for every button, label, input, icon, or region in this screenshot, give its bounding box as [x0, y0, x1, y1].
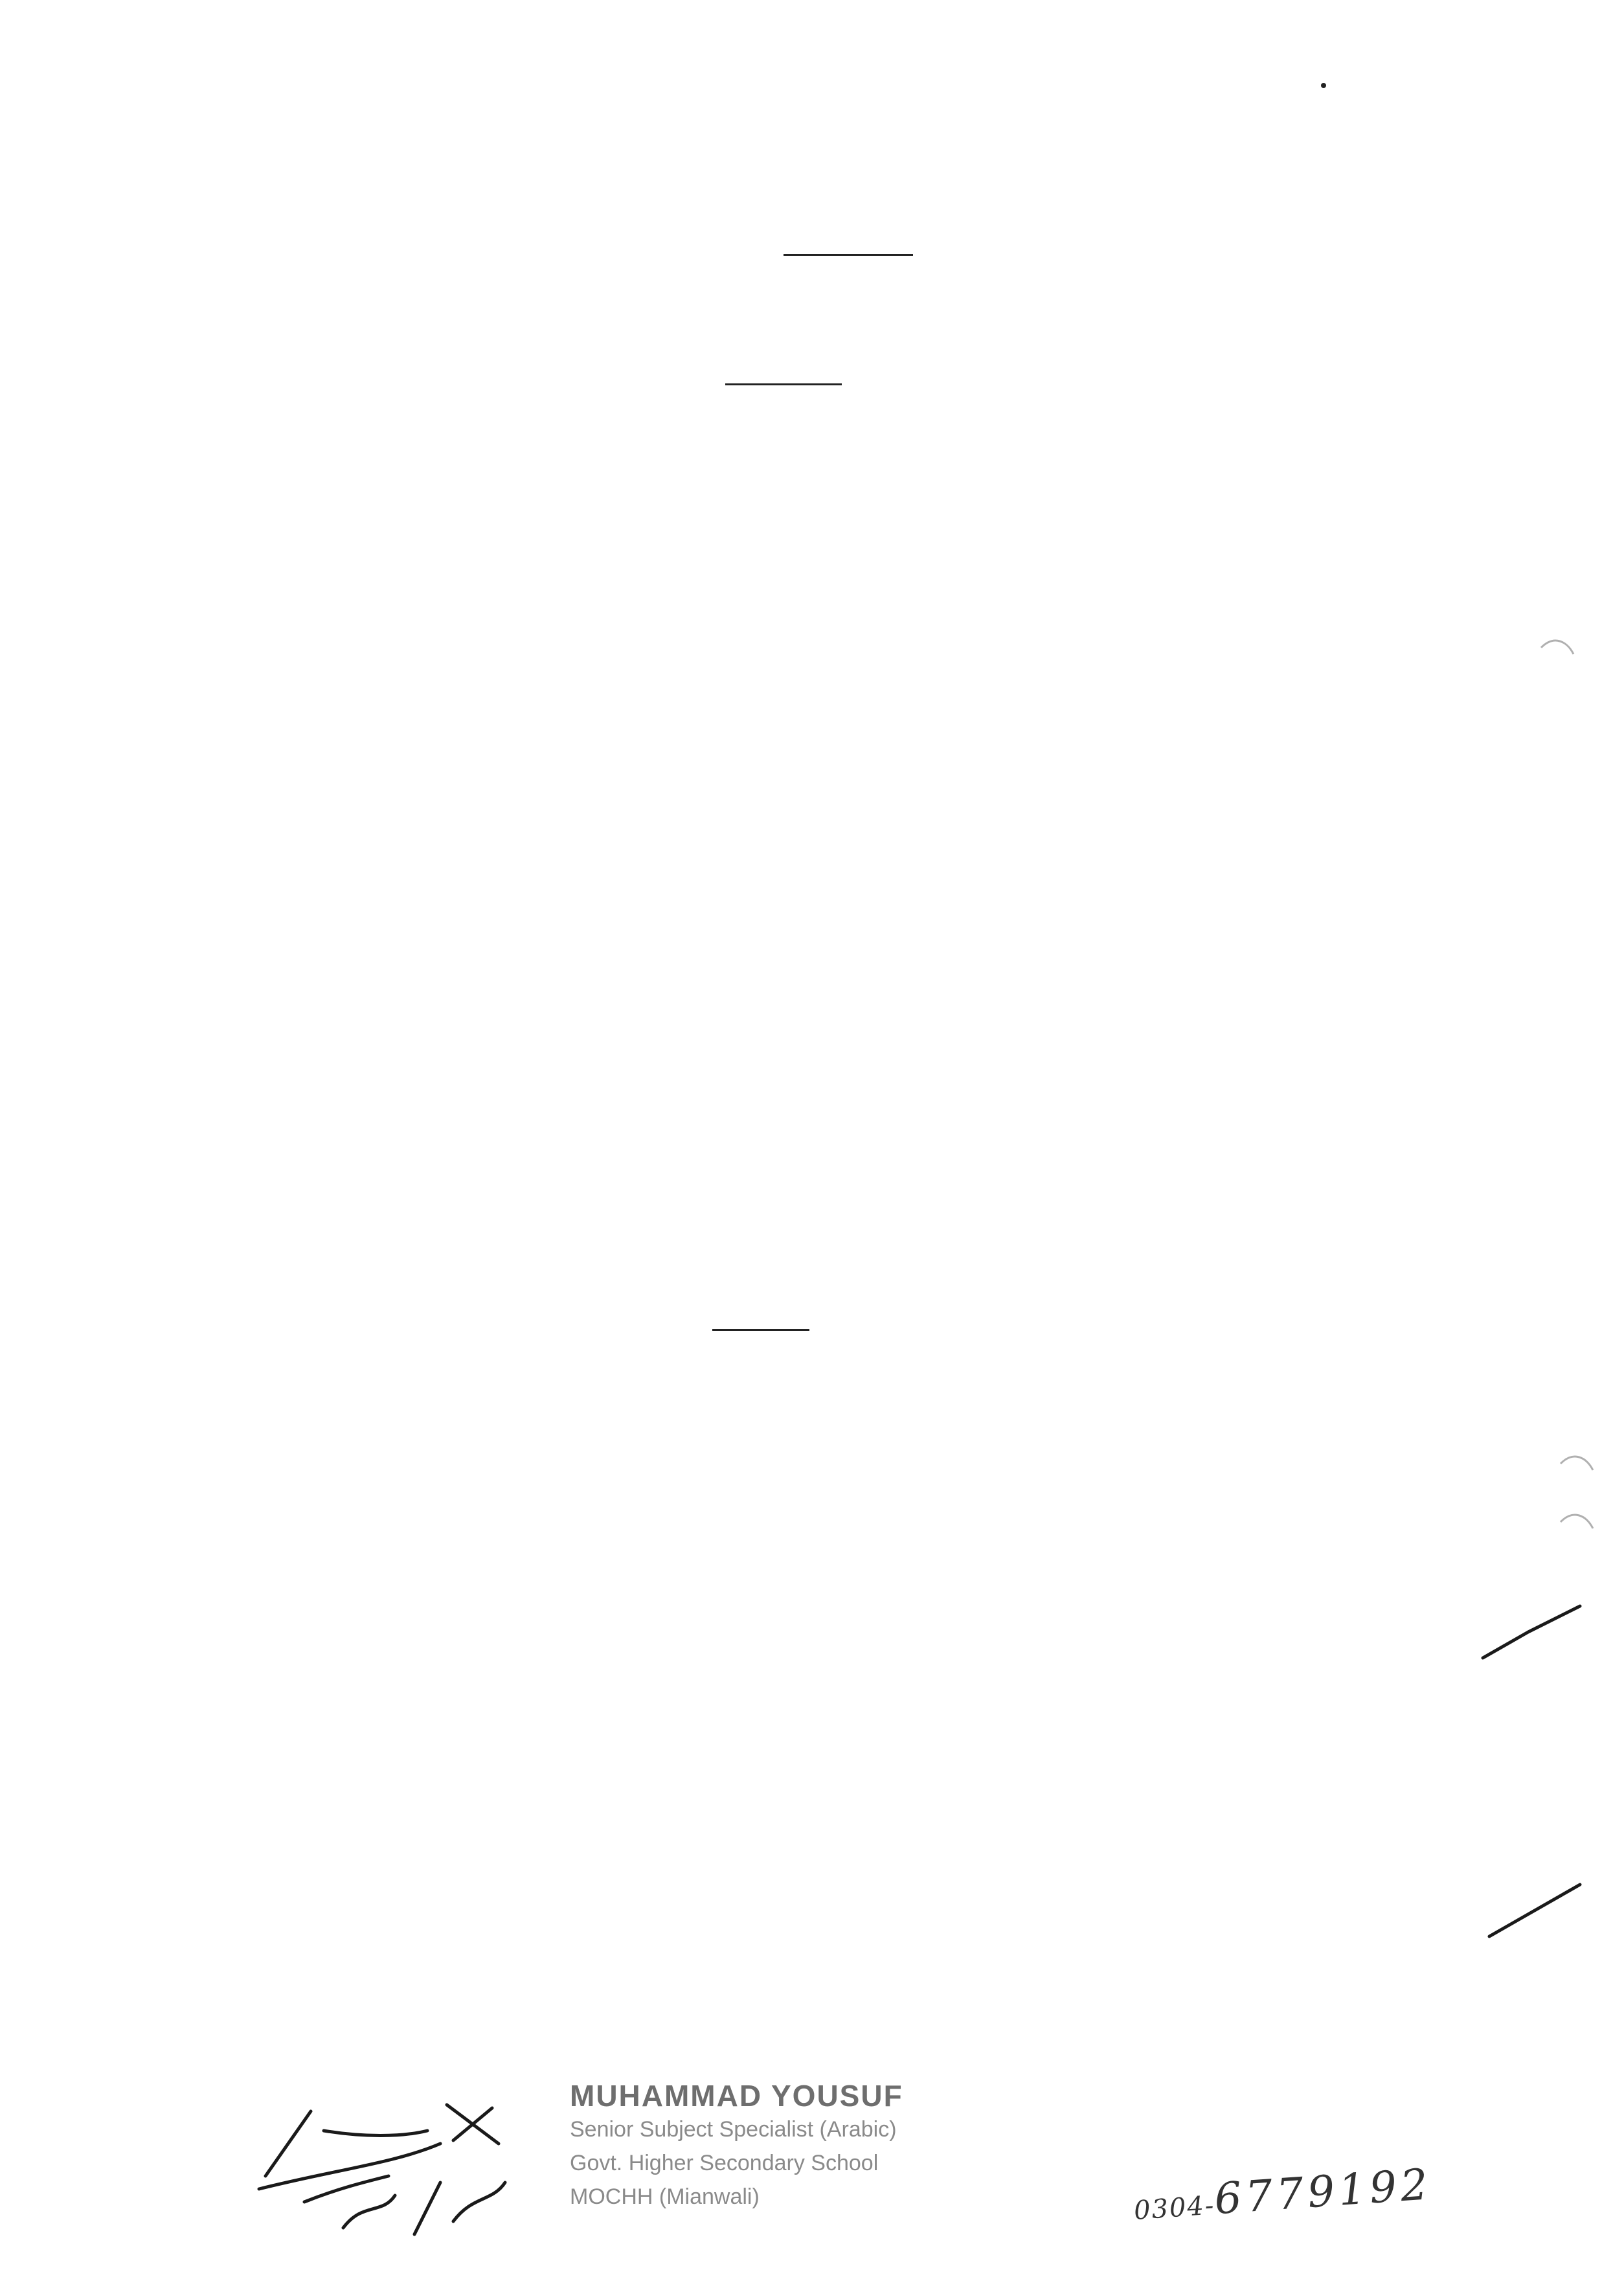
- tick-mark-icon: [1489, 1885, 1580, 1936]
- signature-icon: [259, 2111, 440, 2202]
- stamp-designation: Senior Subject Specialist (Arabic): [570, 2117, 897, 2142]
- tick-mark-icon: [1483, 1606, 1580, 1658]
- stamp-location: MOCHH (Mianwali): [570, 2184, 760, 2209]
- date-scribble-icon: [343, 2183, 505, 2234]
- faint-mark-icon: [1541, 641, 1573, 654]
- stamp-school: Govt. Higher Secondary School: [570, 2151, 879, 2175]
- cross-mark-icon: [447, 2105, 499, 2144]
- phone-digits: 6779192: [1212, 2159, 1434, 2225]
- faint-mark-icon: [1561, 1457, 1593, 1470]
- phone-prefix: 0304-: [1133, 2190, 1216, 2227]
- faint-mark-icon: [1561, 1515, 1593, 1528]
- stamp-name: MUHAMMAD YOUSUF: [570, 2079, 903, 2113]
